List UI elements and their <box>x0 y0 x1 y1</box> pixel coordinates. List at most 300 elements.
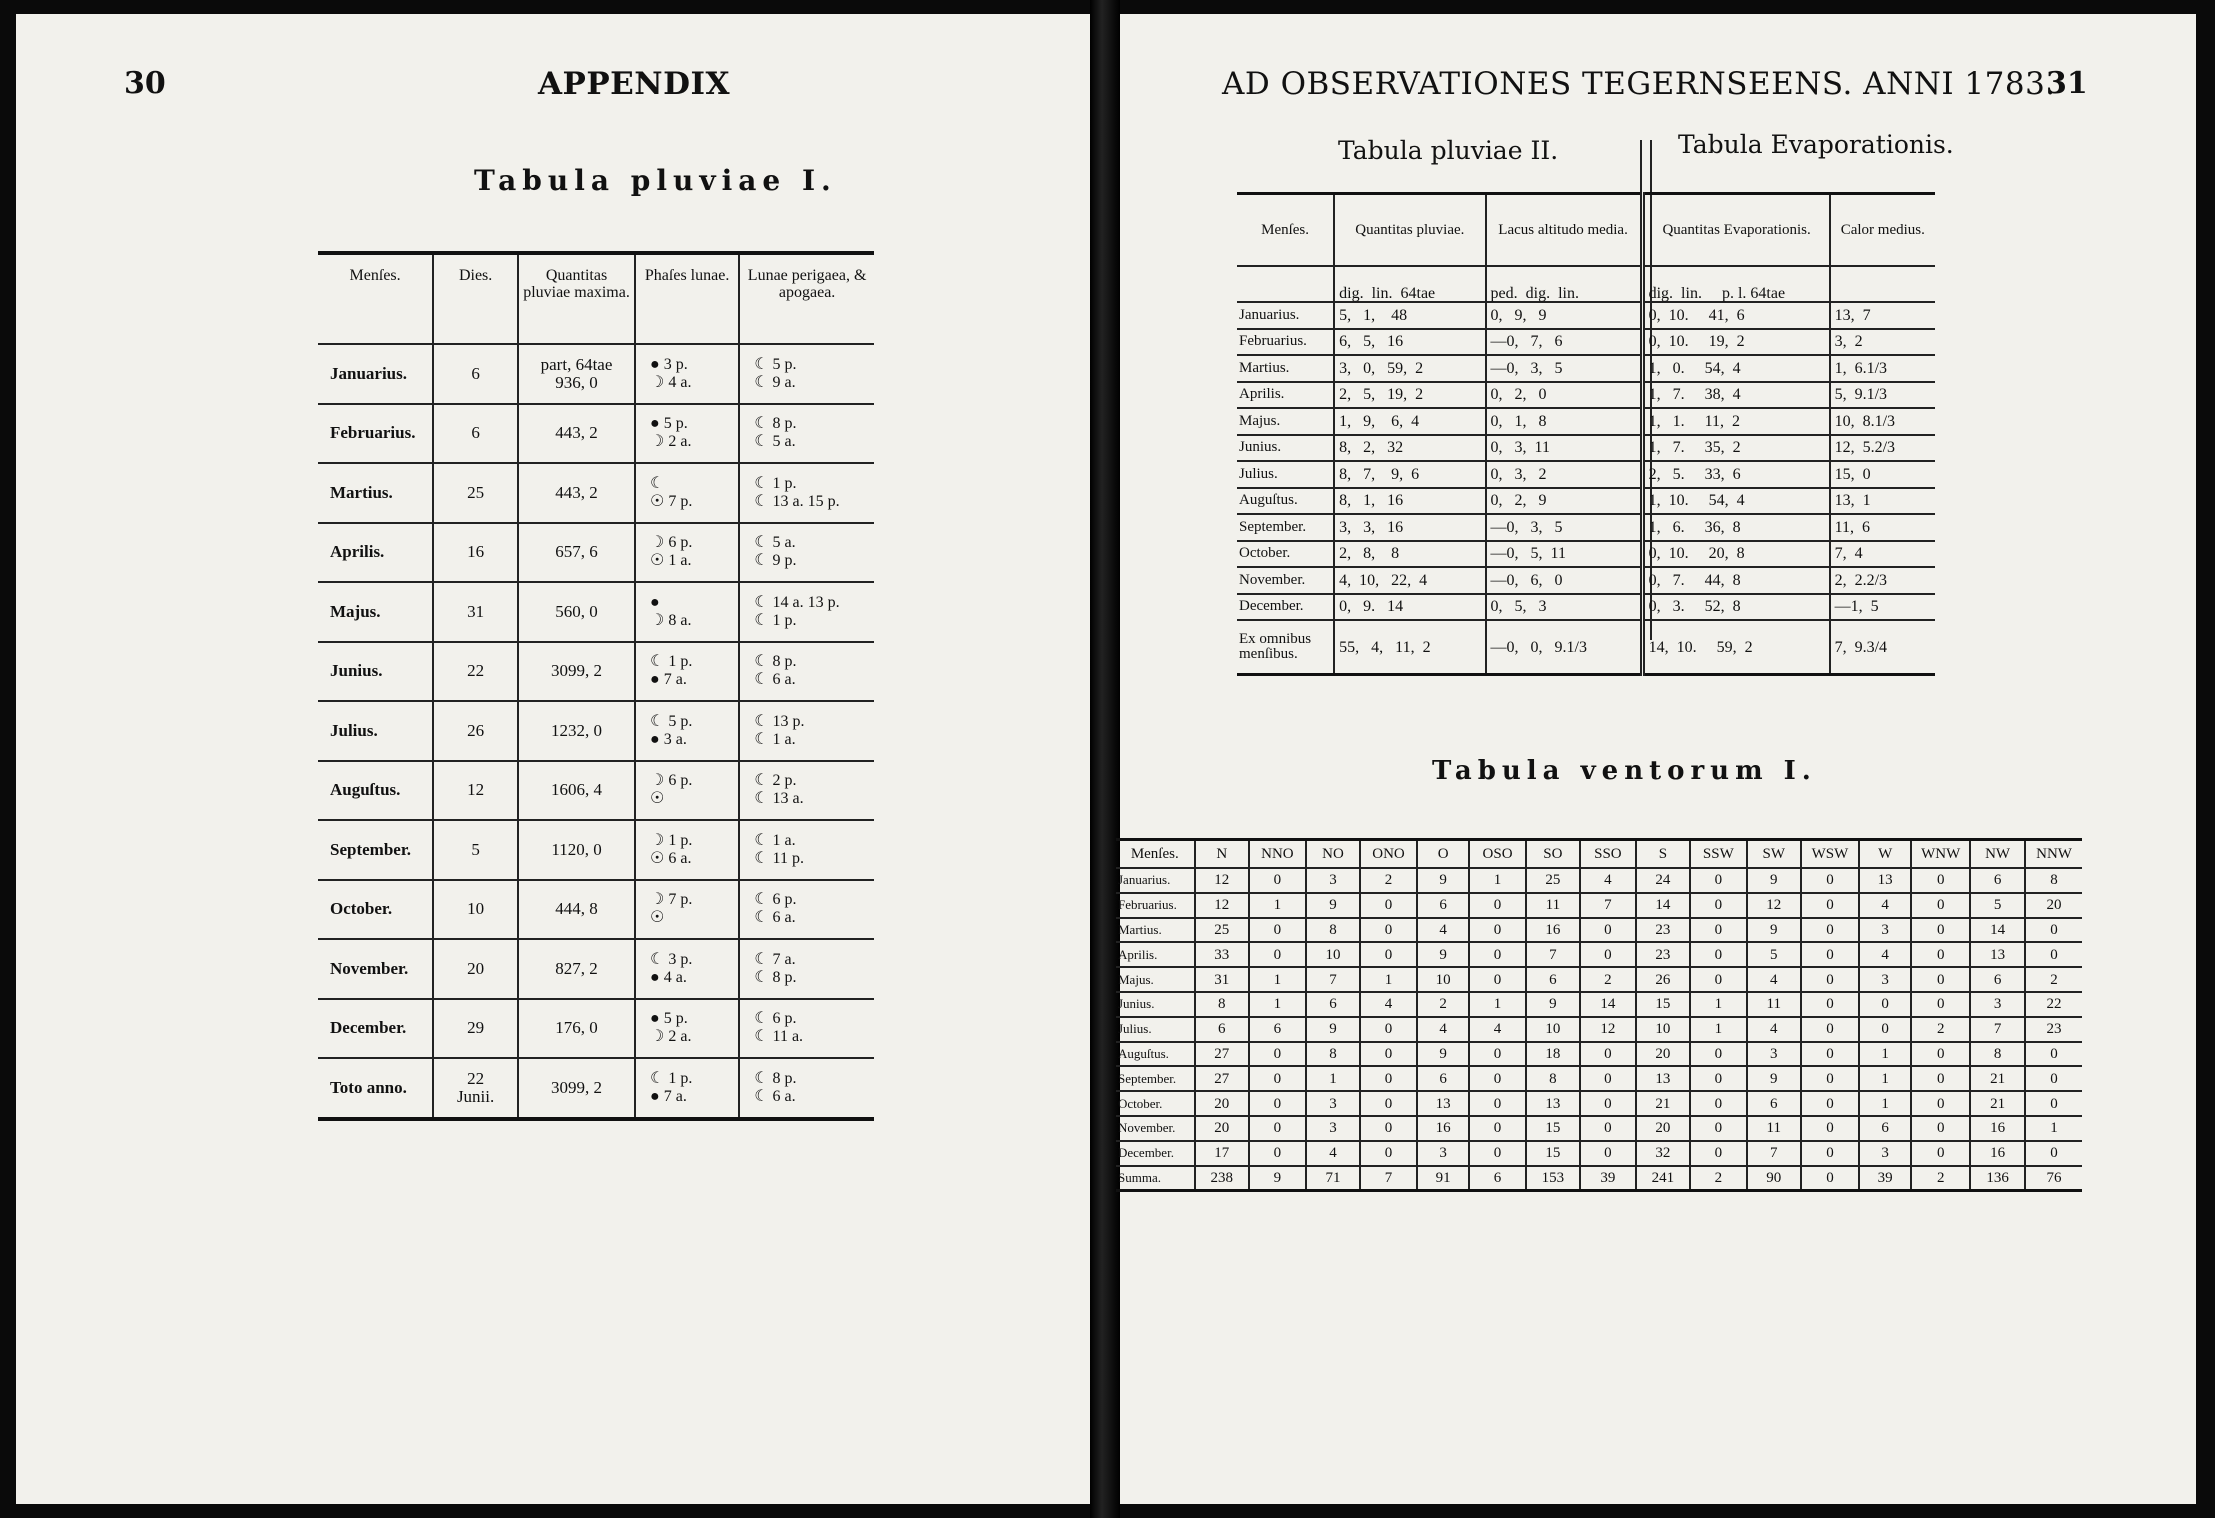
cell-count: 1 <box>1859 1066 1911 1091</box>
cell-value: 0, 9. 14 <box>1334 594 1485 621</box>
cell-count: 13 <box>1417 1091 1469 1116</box>
cell-phase: ☽ 6 p. ☉ 1 a. <box>635 523 739 583</box>
table-pluviae-1 <box>318 251 874 1121</box>
table-row <box>1237 355 1935 382</box>
cell-count: 0 <box>2025 1066 2082 1091</box>
header-wind-direction: NW <box>1970 840 2025 869</box>
cell-count: 0 <box>1249 1141 1306 1166</box>
cell-count: 4 <box>1747 1017 1801 1042</box>
cell-count: 0 <box>1360 942 1417 967</box>
cell-value: 0, 3, 11 <box>1486 435 1643 462</box>
page-number-left: 30 <box>124 66 166 101</box>
cell-value: 5, 9.1/3 <box>1830 382 1935 409</box>
cell-count: 0 <box>1911 1091 1970 1116</box>
cell-count: 0 <box>1580 1066 1636 1091</box>
cell-month: November. <box>1237 567 1334 594</box>
cell-count: 9 <box>1417 868 1469 893</box>
cell-count: 0 <box>1249 942 1306 967</box>
cell-count: 0 <box>2025 918 2082 943</box>
cell-month: Junius. <box>318 642 433 702</box>
cell-count: 32 <box>1636 1141 1690 1166</box>
cell-phase: ☾ 3 p. ● 4 a. <box>635 939 739 999</box>
cell-count: 0 <box>1859 1017 1911 1042</box>
header-phases: Phaſes lunae. <box>635 253 739 344</box>
cell-perigaea: ☾ 13 p. ☾ 1 a. <box>739 701 874 761</box>
cell-count: 0 <box>1469 1066 1525 1091</box>
cell-count: 0 <box>1360 1017 1417 1042</box>
cell-dies: 5 <box>433 820 518 880</box>
cell-count: 0 <box>1690 967 1747 992</box>
cell-count: 1 <box>1249 893 1306 918</box>
cell-value: —0, 3, 5 <box>1486 355 1643 382</box>
cell-count: 0 <box>1580 918 1636 943</box>
running-head-left: APPENDIX <box>538 66 731 102</box>
cell-value: 7, 4 <box>1830 541 1935 568</box>
cell-quantitas: 443, 2 <box>518 463 635 523</box>
table-row <box>318 1058 874 1119</box>
cell-count: 13 <box>1636 1066 1690 1091</box>
cell-perigaea: ☾ 6 p. ☾ 6 a. <box>739 880 874 940</box>
cell-count: 13 <box>1859 868 1911 893</box>
cell-dies: 31 <box>433 582 518 642</box>
table-row <box>1116 1141 2082 1166</box>
cell-value: 1, 6.1/3 <box>1830 355 1935 382</box>
cell-count: 0 <box>1690 1091 1747 1116</box>
cell-count: 10 <box>1306 942 1360 967</box>
cell-month: Auguſtus. <box>1116 1042 1195 1067</box>
cell-count: 1 <box>1306 1066 1360 1091</box>
cell-month: October. <box>318 880 433 940</box>
cell-count: 0 <box>1690 918 1747 943</box>
cell-quantitas: 827, 2 <box>518 939 635 999</box>
cell-value: 1, 0. 54, 4 <box>1642 355 1829 382</box>
table-row <box>1237 620 1935 675</box>
cell-count: 2 <box>1360 868 1417 893</box>
cell-count: 0 <box>1580 1141 1636 1166</box>
cell-count: 14 <box>1580 992 1636 1017</box>
table-row <box>318 939 874 999</box>
cell-month: Aprilis. <box>1237 382 1334 409</box>
cell-value: —1, 5 <box>1830 594 1935 621</box>
cell-count: 0 <box>1911 868 1970 893</box>
cell-count: 23 <box>2025 1017 2082 1042</box>
header-wind-direction: WNW <box>1911 840 1970 869</box>
cell-count: 238 <box>1195 1166 1249 1191</box>
cell-perigaea: ☾ 8 p. ☾ 5 a. <box>739 404 874 464</box>
cell-perigaea: ☾ 1 p. ☾ 13 a. 15 p. <box>739 463 874 523</box>
cell-count: 0 <box>1801 1017 1859 1042</box>
cell-quantitas: 176, 0 <box>518 999 635 1059</box>
cell-count: 0 <box>1469 1141 1525 1166</box>
book-gutter <box>1090 0 1120 1518</box>
cell-count: 21 <box>1636 1091 1690 1116</box>
cell-count: 2 <box>1580 967 1636 992</box>
cell-count: 13 <box>1526 1091 1580 1116</box>
table-row <box>1116 1066 2082 1091</box>
header-quantitas: Quantitas pluviae maxima. <box>518 253 635 344</box>
table-row <box>1116 1017 2082 1042</box>
cell-phase: ☾ 5 p. ● 3 a. <box>635 701 739 761</box>
cell-month: Martius. <box>1237 355 1334 382</box>
cell-count: 0 <box>1801 992 1859 1017</box>
header-wind-direction: SSO <box>1580 840 1636 869</box>
cell-phase: ● 5 p. ☽ 2 a. <box>635 999 739 1059</box>
table-header-row <box>1116 840 2082 869</box>
header-wind-direction: WSW <box>1801 840 1859 869</box>
header-wind-direction: NNO <box>1249 840 1306 869</box>
cell-value: 3, 3, 16 <box>1334 514 1485 541</box>
cell-value: 15, 0 <box>1830 461 1935 488</box>
cell-count: 25 <box>1195 918 1249 943</box>
cell-count: 76 <box>2025 1166 2082 1191</box>
header-menses: Menſes. <box>318 253 433 344</box>
cell-value: 0, 9, 9 <box>1486 302 1643 329</box>
cell-count: 7 <box>1306 967 1360 992</box>
cell-count: 7 <box>1580 893 1636 918</box>
cell-perigaea: ☾ 5 p. ☾ 9 a. <box>739 344 874 404</box>
cell-count: 0 <box>1911 1116 1970 1141</box>
header-wind-direction: SSW <box>1690 840 1747 869</box>
cell-count: 0 <box>2025 942 2082 967</box>
cell-value: 14, 10. 59, 2 <box>1642 620 1829 675</box>
cell-value: 5, 1, 48 <box>1334 302 1485 329</box>
units-row <box>1237 266 1935 302</box>
cell-count: 8 <box>1306 918 1360 943</box>
cell-value: —0, 3, 5 <box>1486 514 1643 541</box>
cell-month: Aprilis. <box>318 523 433 583</box>
table-row <box>318 582 874 642</box>
cell-count: 90 <box>1747 1166 1801 1191</box>
table-row <box>1116 1116 2082 1141</box>
header-wind-direction: SW <box>1747 840 1801 869</box>
cell-count: 0 <box>1469 918 1525 943</box>
cell-month: Martius. <box>1116 918 1195 943</box>
cell-month: Majus. <box>1237 408 1334 435</box>
cell-phase: ☾ ☉ 7 p. <box>635 463 739 523</box>
cell-value: 0, 3. 52, 8 <box>1642 594 1829 621</box>
cell-count: 0 <box>1801 1166 1859 1191</box>
cell-count: 0 <box>1911 893 1970 918</box>
cell-count: 0 <box>1360 1042 1417 1067</box>
cell-count: 0 <box>1249 918 1306 943</box>
cell-count: 8 <box>1306 1042 1360 1067</box>
cell-count: 4 <box>1859 893 1911 918</box>
cell-count: 8 <box>1970 1042 2025 1067</box>
cell-phase: ☾ 1 p. ● 7 a. <box>635 642 739 702</box>
header-wind-direction: N <box>1195 840 1249 869</box>
cell-count: 0 <box>1801 1116 1859 1141</box>
cell-dies: 29 <box>433 999 518 1059</box>
cell-count: 0 <box>2025 1042 2082 1067</box>
cell-count: 13 <box>1970 942 2025 967</box>
cell-count: 9 <box>1417 942 1469 967</box>
cell-month: Februarius. <box>1237 329 1334 356</box>
cell-count: 33 <box>1195 942 1249 967</box>
header-dies: Dies. <box>433 253 518 344</box>
cell-value: 2, 8, 8 <box>1334 541 1485 568</box>
header-menses: Menſes. <box>1116 840 1195 869</box>
cell-count: 9 <box>1526 992 1580 1017</box>
cell-count: 5 <box>1970 893 2025 918</box>
table-row <box>318 463 874 523</box>
table-row <box>1237 461 1935 488</box>
table-row <box>318 761 874 821</box>
cell-dies: 26 <box>433 701 518 761</box>
cell-count: 4 <box>1469 1017 1525 1042</box>
header-menses: Menſes. <box>1237 194 1334 267</box>
cell-month: Januarius. <box>318 344 433 404</box>
cell-count: 23 <box>1636 942 1690 967</box>
cell-value: 11, 6 <box>1830 514 1935 541</box>
cell-count: 9 <box>1747 1066 1801 1091</box>
cell-count: 0 <box>1801 893 1859 918</box>
cell-value: 1, 7. 38, 4 <box>1642 382 1829 409</box>
cell-count: 9 <box>1306 1017 1360 1042</box>
cell-count: 4 <box>1360 992 1417 1017</box>
cell-count: 6 <box>1249 1017 1306 1042</box>
cell-count: 31 <box>1195 967 1249 992</box>
cell-month: Summa. <box>1116 1166 1195 1191</box>
cell-count: 136 <box>1970 1166 2025 1191</box>
cell-count: 0 <box>1911 1042 1970 1067</box>
cell-perigaea: ☾ 8 p. ☾ 6 a. <box>739 642 874 702</box>
table-row <box>1116 893 2082 918</box>
cell-count: 23 <box>1636 918 1690 943</box>
cell-count: 0 <box>2025 1141 2082 1166</box>
cell-count: 2 <box>2025 967 2082 992</box>
header-lacus: Lacus altitudo media. <box>1486 194 1643 267</box>
unit-cell <box>1237 266 1334 302</box>
cell-perigaea: ☾ 6 p. ☾ 11 a. <box>739 999 874 1059</box>
cell-count: 2 <box>1911 1017 1970 1042</box>
cell-month: December. <box>318 999 433 1059</box>
table-title-pluviae-2: Tabula pluviae II. <box>1338 136 1559 165</box>
cell-count: 6 <box>1417 893 1469 918</box>
cell-count: 6 <box>1417 1066 1469 1091</box>
cell-value: 0, 5, 3 <box>1486 594 1643 621</box>
cell-quantitas: 1232, 0 <box>518 701 635 761</box>
cell-count: 0 <box>1801 1066 1859 1091</box>
cell-count: 3 <box>1306 868 1360 893</box>
table-row <box>318 999 874 1059</box>
cell-count: 20 <box>1636 1116 1690 1141</box>
cell-count: 71 <box>1306 1166 1360 1191</box>
cell-count: 15 <box>1526 1141 1580 1166</box>
header-wind-direction: NO <box>1306 840 1360 869</box>
cell-value: 0, 10. 20, 8 <box>1642 541 1829 568</box>
cell-count: 0 <box>1360 918 1417 943</box>
cell-count: 5 <box>1747 942 1801 967</box>
cell-phase: ● ☽ 8 a. <box>635 582 739 642</box>
cell-value: 1, 7. 35, 2 <box>1642 435 1829 462</box>
cell-value: 2, 5, 19, 2 <box>1334 382 1485 409</box>
cell-month: December. <box>1116 1141 1195 1166</box>
cell-month: Ex omnibus menſibus. <box>1237 620 1334 675</box>
table-row <box>1237 567 1935 594</box>
cell-count: 22 <box>2025 992 2082 1017</box>
cell-dies: 6 <box>433 404 518 464</box>
cell-count: 0 <box>1911 918 1970 943</box>
table-row <box>1116 992 2082 1017</box>
table-row <box>1237 408 1935 435</box>
cell-month: Majus. <box>1116 967 1195 992</box>
table-row <box>318 523 874 583</box>
cell-value: 7, 9.3/4 <box>1830 620 1935 675</box>
cell-perigaea: ☾ 8 p. ☾ 6 a. <box>739 1058 874 1119</box>
cell-value: 12, 5.2/3 <box>1830 435 1935 462</box>
table-row <box>1237 541 1935 568</box>
cell-count: 6 <box>1970 868 2025 893</box>
cell-count: 0 <box>1360 1116 1417 1141</box>
cell-count: 12 <box>1195 893 1249 918</box>
cell-count: 0 <box>1911 992 1970 1017</box>
cell-value: 10, 8.1/3 <box>1830 408 1935 435</box>
cell-count: 2 <box>1911 1166 1970 1191</box>
cell-count: 9 <box>1249 1166 1306 1191</box>
cell-dies: 6 <box>433 344 518 404</box>
cell-count: 6 <box>1306 992 1360 1017</box>
cell-dies: 10 <box>433 880 518 940</box>
table-row <box>1116 918 2082 943</box>
cell-month: November. <box>1116 1116 1195 1141</box>
cell-count: 0 <box>1249 868 1306 893</box>
cell-count: 1 <box>1249 967 1306 992</box>
cell-count: 0 <box>1690 1141 1747 1166</box>
cell-count: 15 <box>1636 992 1690 1017</box>
cell-count: 0 <box>1469 1116 1525 1141</box>
cell-count: 1 <box>1690 1017 1747 1042</box>
cell-count: 6 <box>1747 1091 1801 1116</box>
cell-value: 2, 2.2/3 <box>1830 567 1935 594</box>
cell-quantitas: 1606, 4 <box>518 761 635 821</box>
cell-count: 4 <box>1306 1141 1360 1166</box>
cell-count: 4 <box>1417 918 1469 943</box>
cell-month: Julius. <box>1237 461 1334 488</box>
cell-value: 0, 3, 2 <box>1486 461 1643 488</box>
table-row <box>1116 1166 2082 1191</box>
cell-phase: ☽ 1 p. ☉ 6 a. <box>635 820 739 880</box>
cell-dies: 12 <box>433 761 518 821</box>
cell-dies: 22 <box>433 642 518 702</box>
cell-count: 0 <box>1249 1066 1306 1091</box>
table-row <box>1116 967 2082 992</box>
cell-count: 14 <box>1970 918 2025 943</box>
cell-count: 6 <box>1970 967 2025 992</box>
header-wind-direction: S <box>1636 840 1690 869</box>
cell-count: 4 <box>1747 967 1801 992</box>
cell-month: Martius. <box>318 463 433 523</box>
header-wind-direction: O <box>1417 840 1469 869</box>
cell-count: 0 <box>1580 942 1636 967</box>
cell-count: 0 <box>1469 1091 1525 1116</box>
cell-count: 6 <box>1195 1017 1249 1042</box>
table-ventorum-1 <box>1116 838 2082 1192</box>
table-row <box>1116 868 2082 893</box>
cell-phase: ☽ 7 p. ☉ <box>635 880 739 940</box>
table-row <box>1237 488 1935 515</box>
header-calor: Calor medius. <box>1830 194 1935 267</box>
cell-count: 10 <box>1636 1017 1690 1042</box>
cell-phase: ● 3 p. ☽ 4 a. <box>635 344 739 404</box>
cell-count: 14 <box>1636 893 1690 918</box>
cell-value: 0, 2, 9 <box>1486 488 1643 515</box>
cell-count: 2 <box>1417 992 1469 1017</box>
cell-count: 3 <box>1859 1141 1911 1166</box>
cell-perigaea: ☾ 14 a. 13 p. ☾ 1 p. <box>739 582 874 642</box>
cell-count: 11 <box>1526 893 1580 918</box>
cell-count: 12 <box>1580 1017 1636 1042</box>
table-row <box>318 880 874 940</box>
cell-count: 6 <box>1469 1166 1525 1191</box>
cell-month: Aprilis. <box>1116 942 1195 967</box>
cell-count: 9 <box>1306 893 1360 918</box>
table-title-evaporationis: Tabula Evaporationis. <box>1678 130 1954 159</box>
cell-value: 6, 5, 16 <box>1334 329 1485 356</box>
cell-count: 3 <box>1306 1091 1360 1116</box>
table-row <box>318 404 874 464</box>
cell-count: 16 <box>1417 1116 1469 1141</box>
cell-count: 39 <box>1859 1166 1911 1191</box>
cell-dies: 22 Junii. <box>433 1058 518 1119</box>
cell-count: 153 <box>1526 1166 1580 1191</box>
cell-count: 1 <box>1690 992 1747 1017</box>
cell-quantitas: 560, 0 <box>518 582 635 642</box>
table-row <box>1116 1091 2082 1116</box>
cell-value: 1, 6. 36, 8 <box>1642 514 1829 541</box>
cell-count: 3 <box>1306 1116 1360 1141</box>
cell-count: 0 <box>1469 967 1525 992</box>
cell-count: 7 <box>1360 1166 1417 1191</box>
cell-month: Februarius. <box>1116 893 1195 918</box>
cell-value: 1, 10. 54, 4 <box>1642 488 1829 515</box>
cell-count: 0 <box>1690 942 1747 967</box>
table-title-ventorum: Tabula ventorum I. <box>1432 756 1817 786</box>
cell-count: 3 <box>1417 1141 1469 1166</box>
cell-count: 24 <box>1636 868 1690 893</box>
cell-month: Auguſtus. <box>318 761 433 821</box>
cell-count: 16 <box>1970 1116 2025 1141</box>
cell-month: Majus. <box>318 582 433 642</box>
cell-count: 6 <box>1526 967 1580 992</box>
cell-value: 0, 7. 44, 8 <box>1642 567 1829 594</box>
cell-count: 0 <box>1249 1091 1306 1116</box>
cell-count: 1 <box>1469 992 1525 1017</box>
cell-value: 13, 7 <box>1830 302 1935 329</box>
cell-quantitas: 443, 2 <box>518 404 635 464</box>
cell-count: 4 <box>1580 868 1636 893</box>
cell-count: 0 <box>1801 1042 1859 1067</box>
cell-count: 0 <box>1360 893 1417 918</box>
cell-count: 0 <box>1690 868 1747 893</box>
cell-count: 10 <box>1417 967 1469 992</box>
cell-month: December. <box>1237 594 1334 621</box>
cell-count: 0 <box>1580 1116 1636 1141</box>
cell-count: 1 <box>1859 1091 1911 1116</box>
cell-value: —0, 5, 11 <box>1486 541 1643 568</box>
cell-value: 0, 1, 8 <box>1486 408 1643 435</box>
table-row <box>1237 594 1935 621</box>
cell-count: 9 <box>1747 918 1801 943</box>
cell-quantitas: part, 64tae 936, 0 <box>518 344 635 404</box>
cell-value: 8, 1, 16 <box>1334 488 1485 515</box>
cell-count: 0 <box>1580 1091 1636 1116</box>
cell-quantitas: 3099, 2 <box>518 1058 635 1119</box>
cell-count: 0 <box>1360 1066 1417 1091</box>
cell-value: —0, 6, 0 <box>1486 567 1643 594</box>
table-row <box>1116 1042 2082 1067</box>
header-wind-direction: SO <box>1526 840 1580 869</box>
cell-count: 0 <box>1469 1042 1525 1067</box>
